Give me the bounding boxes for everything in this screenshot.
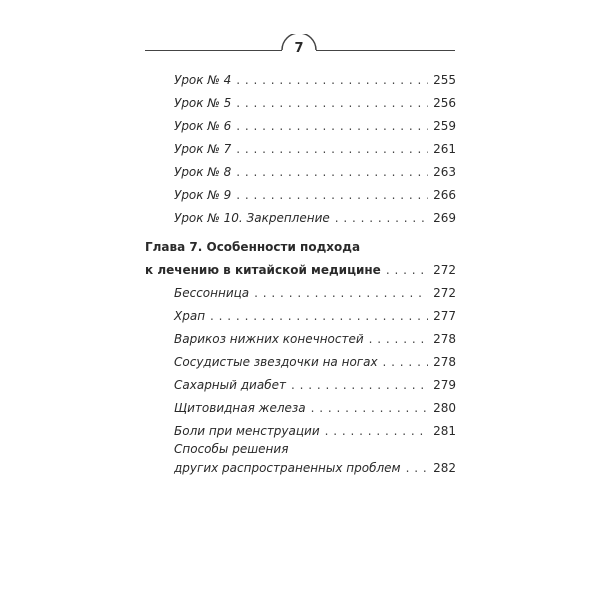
- toc-leader-dots: [254, 285, 428, 301]
- toc-entry-page: 259: [433, 119, 456, 133]
- toc-leader-dots: [236, 72, 428, 88]
- toc-leader-dots: [210, 308, 428, 324]
- page-number: 7: [294, 41, 304, 56]
- toc-entry-page: 278: [433, 332, 456, 346]
- toc-entry-page: 263: [433, 165, 456, 179]
- toc-entry-page: 255: [433, 73, 456, 87]
- toc-entry[interactable]: [174, 354, 456, 370]
- toc-entry[interactable]: [174, 210, 456, 226]
- toc-leader-dots: [406, 460, 429, 476]
- toc-entry-label: Урок № 5: [174, 96, 232, 110]
- toc-entry[interactable]: [174, 118, 456, 134]
- toc-leader-dots: [383, 354, 429, 370]
- toc-entry-label: Варикоз нижних конечностей: [174, 332, 364, 346]
- toc-entry[interactable]: [174, 460, 456, 476]
- toc-leader-dots: [369, 331, 428, 347]
- toc-leader-dots: [311, 400, 428, 416]
- toc-entry[interactable]: [174, 141, 456, 157]
- toc-entry-label: Сосудистые звездочки на ногах: [174, 355, 378, 369]
- toc-entry[interactable]: [174, 377, 456, 393]
- toc-entry-page: 266: [433, 188, 456, 202]
- toc-entry-label: Сахарный диабет: [174, 378, 286, 392]
- toc-entry-label: Урок № 9: [174, 188, 232, 202]
- toc-entry-page: 280: [433, 401, 456, 415]
- toc-entry-page: 269: [433, 211, 456, 225]
- toc-entry-label: Щитовидная железа: [174, 401, 306, 415]
- chapter-title-line2: к лечению в китайской медицине: [145, 263, 381, 277]
- toc-entry-page: 256: [433, 96, 456, 110]
- toc-entry[interactable]: [174, 331, 456, 347]
- toc-entry[interactable]: [174, 95, 456, 111]
- toc-entry[interactable]: [174, 400, 456, 416]
- header-rule-right: [316, 50, 455, 51]
- toc-entry[interactable]: [174, 72, 456, 88]
- toc-entry-label: Урок № 10. Закрепление: [174, 211, 330, 225]
- toc-entry-label: Урок № 8: [174, 165, 232, 179]
- toc-entry-page: 261: [433, 142, 456, 156]
- toc-entry-label-line1: Способы решения: [174, 442, 289, 456]
- toc-entry-label: Урок № 7: [174, 142, 232, 156]
- toc-leader-dots: [236, 95, 428, 111]
- toc-leader-dots: [236, 187, 428, 203]
- toc-leader-dots: [386, 262, 428, 278]
- toc-leader-dots: [236, 164, 428, 180]
- toc-entry-label: Урок № 4: [174, 73, 232, 87]
- toc-leader-dots: [236, 141, 428, 157]
- toc-entry-page: 281: [433, 424, 456, 438]
- toc-leader-dots: [236, 118, 428, 134]
- toc-entry-page: 277: [433, 309, 456, 323]
- toc-entry-label: Боли при менструации: [174, 424, 320, 438]
- toc-entry[interactable]: [174, 308, 456, 324]
- toc-leader-dots: [335, 210, 428, 226]
- toc-entry-label: Урок № 6: [174, 119, 232, 133]
- toc-entry[interactable]: [174, 164, 456, 180]
- toc-entry-label: Бессонница: [174, 286, 250, 300]
- toc-leader-dots: [291, 377, 428, 393]
- header-rule-left: [145, 50, 282, 51]
- toc-entry-label: Храп: [174, 309, 206, 323]
- toc-entry[interactable]: [174, 285, 456, 301]
- toc-entry[interactable]: [174, 187, 456, 203]
- toc-entry-page: 278: [433, 355, 456, 369]
- toc-leader-dots: [325, 423, 428, 439]
- toc-entry-label-line2: других распространенных проблем: [174, 461, 401, 475]
- toc-entry-page: 272: [433, 263, 456, 277]
- toc-entry[interactable]: [174, 423, 456, 439]
- toc-chapter-entry[interactable]: [145, 262, 456, 278]
- toc-entry-page: 282: [433, 461, 456, 475]
- chapter-title: Глава 7. Особенности подхода: [145, 240, 361, 254]
- toc-entry-page: 279: [433, 378, 456, 392]
- toc-entry-page: 272: [433, 286, 456, 300]
